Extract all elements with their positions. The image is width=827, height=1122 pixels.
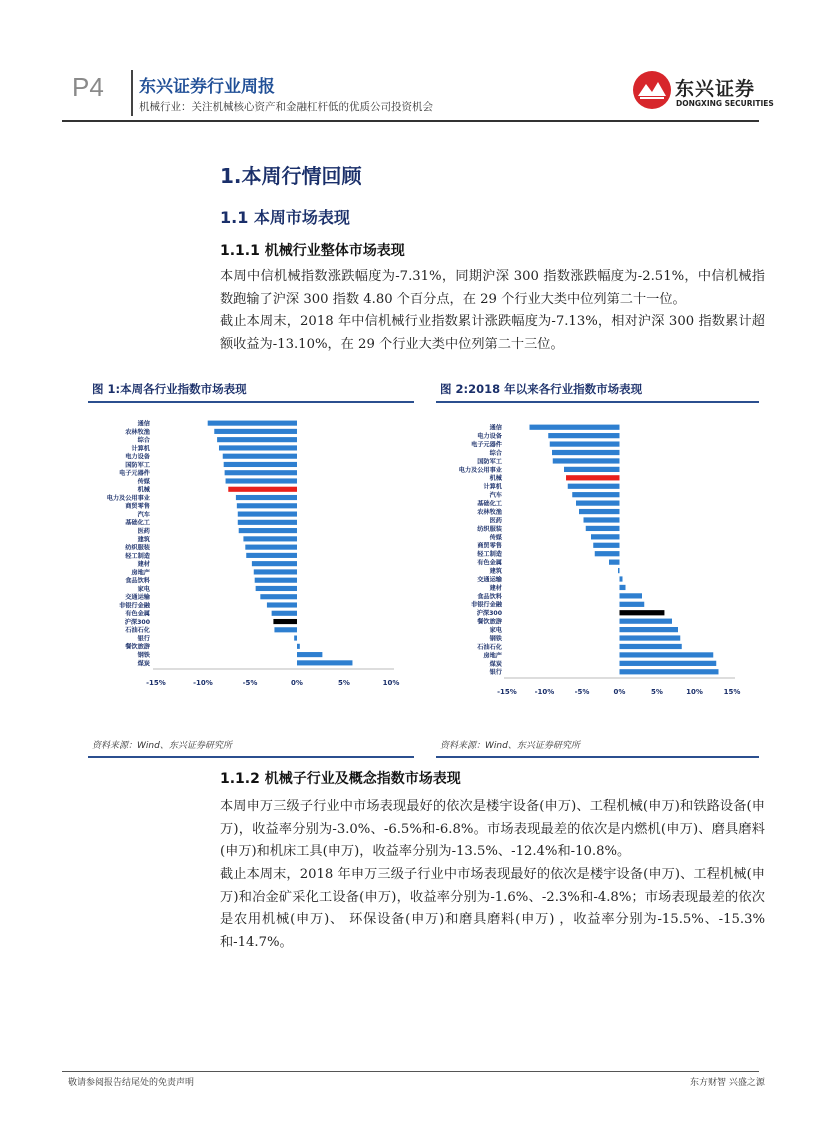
chart1-category-label-23: 有色金属 — [125, 610, 150, 618]
chart2-bar-28 — [620, 661, 717, 666]
logo-chinese-name: 东兴证券 — [675, 78, 756, 100]
chart2-category-label-18: 交通运输 — [477, 576, 502, 584]
figure-2-source: 资料来源：Wind、东兴证券研究所 — [440, 741, 580, 751]
chart1-x-tick-2: -5% — [242, 679, 258, 687]
logo-english-name: DONGXING SECURITIES — [676, 99, 774, 108]
chart2-bar-20 — [620, 593, 643, 598]
figure-2-top-rule — [436, 401, 759, 403]
chart2-bar-14 — [593, 543, 619, 548]
chart1-category-label-28: 钢铁 — [137, 652, 150, 659]
chart2-category-label-5: 电力及公用事业 — [458, 466, 502, 474]
chart2-category-label-20: 食品饮料 — [477, 593, 502, 601]
chart1-category-label-6: 电子元器件 — [119, 470, 150, 478]
chart2-bar-15 — [595, 551, 620, 556]
chart1-x-tick-5: 10% — [382, 679, 400, 687]
chart1-bar-28 — [297, 652, 322, 657]
chart2-x-tick-1: -10% — [534, 688, 555, 695]
chart2-bar-10 — [579, 509, 620, 514]
chart1-bar-25 — [274, 627, 297, 632]
chart1-category-label-5: 国防军工 — [125, 461, 150, 469]
chart2-bar-19 — [620, 585, 626, 590]
chart1-bar-26 — [294, 636, 297, 641]
chart2-category-label-7: 计算机 — [483, 483, 502, 491]
chart2-bar-12 — [586, 526, 620, 531]
chart2-category-label-6: 机械 — [489, 475, 502, 483]
chart1-bar-12 — [238, 520, 297, 525]
chart1-bar-20 — [256, 586, 297, 591]
chart2-bar-7 — [568, 484, 620, 489]
chart1-bar-19 — [255, 578, 297, 583]
section-heading: 1.本周行情回顾 — [220, 164, 362, 188]
chart2-bar-24 — [620, 627, 679, 632]
chart1-category-label-9: 电力及公用事业 — [106, 494, 150, 502]
report-title: 东兴证券行业周报 — [139, 77, 275, 97]
chart2-category-label-9: 基础化工 — [477, 500, 502, 508]
chart1-bar-17 — [252, 561, 297, 566]
chart2-bar-21 — [620, 602, 645, 607]
chart2-category-label-17: 建筑 — [489, 567, 502, 575]
chart1-bar-6 — [225, 470, 297, 475]
chart1-bar-11 — [238, 512, 297, 517]
chart2-x-tick-6: 15% — [723, 688, 741, 695]
figure-1-bottom-rule — [88, 756, 414, 758]
figure-1-top-rule — [88, 401, 414, 403]
chart1-bar-27 — [297, 644, 300, 649]
chart2-bar-29 — [620, 669, 719, 674]
footer-rule — [62, 1071, 759, 1072]
chart2-category-label-26: 石油石化 — [477, 643, 502, 651]
chart1-bar-13 — [239, 528, 297, 533]
chart2-bar-2 — [550, 441, 620, 446]
chart1-category-label-0: 通信 — [137, 420, 150, 428]
paragraph-ytd-performance: 截止本周末，2018 年中信机械行业指数累计涨跌幅度为-7.13%，相对沪深 300 指数累计超额收益为-13.10%，在 29 个行业大类中位列第二十三位。 — [220, 314, 765, 352]
chart2-category-label-8: 汽车 — [489, 492, 502, 500]
chart1-category-label-8: 机械 — [137, 486, 150, 494]
chart2-category-label-22: 沪深300 — [476, 610, 502, 618]
footer-disclaimer: 敬请参阅报告结尾处的免责声明 — [68, 1078, 195, 1088]
header-rule — [62, 120, 759, 122]
chart2-bar-16 — [609, 560, 620, 565]
chart2-category-label-3: 综合 — [489, 449, 502, 457]
chart2-category-label-4: 国防军工 — [477, 458, 502, 466]
chart1-bar-21 — [260, 594, 297, 599]
chart1-category-label-21: 交通运输 — [125, 594, 150, 602]
chart1-bar-22 — [267, 602, 297, 607]
chart1-category-label-19: 食品饮料 — [125, 577, 150, 585]
chart1-bar-7 — [226, 478, 297, 483]
figure-1-title: 图 1:本周各行业指数市场表现 — [92, 382, 247, 396]
figure-2-chart — [436, 405, 759, 695]
chart2-x-tick-4: 5% — [651, 688, 663, 695]
chart2-category-label-29: 银行 — [489, 669, 502, 677]
chart2-bar-1 — [548, 433, 619, 438]
chart1-category-label-20: 家电 — [137, 585, 150, 593]
chart1-category-label-27: 餐饮旅游 — [125, 643, 150, 651]
chart1-bar-2 — [217, 437, 297, 442]
chart1-bar-29 — [297, 660, 352, 665]
chart2-x-tick-2: -5% — [574, 688, 590, 695]
chart1-bar-9 — [236, 495, 297, 500]
chart1-category-label-1: 农林牧渔 — [125, 428, 150, 436]
figure-2-title: 图 2:2018 年以来各行业指数市场表现 — [440, 382, 643, 396]
chart1-category-label-13: 医药 — [137, 528, 150, 535]
chart2-bar-23 — [620, 619, 673, 624]
chart2-bar-11 — [584, 517, 620, 522]
chart1-x-tick-4: 5% — [338, 679, 350, 687]
chart1-category-label-15: 纺织服装 — [125, 544, 150, 552]
chart2-bar-18 — [620, 576, 623, 581]
figure-1-chart — [88, 405, 414, 695]
figure-1-source: 资料来源：Wind、东兴证券研究所 — [92, 741, 232, 751]
chart1-category-label-7: 传媒 — [137, 478, 150, 486]
chart2-x-tick-5: 10% — [686, 688, 703, 695]
footer-slogan: 东方财智 兴盛之源 — [690, 1078, 765, 1088]
chart2-bar-17 — [618, 568, 620, 573]
chart1-bar-10 — [237, 503, 297, 508]
figure-2-bottom-rule — [436, 756, 759, 758]
chart2-bar-0 — [530, 425, 620, 430]
chart1-category-label-16: 轻工制造 — [125, 552, 150, 560]
chart2-bar-8 — [572, 492, 619, 497]
chart1-bar-23 — [272, 611, 297, 616]
paragraph-sub-industry-weekly: 本周申万三级子行业中市场表现最好的依次是楼宇设备(申万)、工程机械(申万)和铁路设备(申万)，收益率分别为-3.0%、-6.5%和-6.8%。市场表现最差的依次是内燃机(申万)、磨具磨料(申万)和机床工具(申万)，收益率分别为-13.5%、-12.4%和-10.8%。 — [220, 799, 765, 859]
chart2-bar-27 — [620, 652, 714, 657]
chart2-category-label-14: 商贸零售 — [477, 542, 502, 550]
chart2-category-label-19: 建材 — [489, 584, 502, 592]
chart1-category-label-11: 汽车 — [137, 511, 150, 519]
chart1-bar-5 — [224, 462, 297, 467]
report-subtitle: 机械行业：关注机械核心资产和金融杠杆低的优质公司投资机会 — [139, 101, 433, 113]
chart1-category-label-25: 石油石化 — [125, 627, 150, 635]
chart1-category-label-12: 基础化工 — [125, 519, 150, 527]
chart2-category-label-11: 医药 — [489, 517, 502, 525]
page-number: P4 — [72, 72, 104, 102]
paragraph-sub-industry-ytd: 截止本周末，2018 年申万三级子行业中市场表现最好的依次是楼宇设备(申万)、工程机械(申万)和冶金矿采化工设备(申万)，收益率分别为-1.6%、-2.3%和-4.8%；市场表现最差的依次是农用机械(申万)、 环保设备(申万)和磨具磨料(申万) ，收益率分别为-15.5%、-15.3%和-14.7%。 — [220, 867, 765, 950]
chart1-category-label-24: 沪深300 — [124, 618, 150, 626]
chart1-bar-15 — [245, 545, 297, 550]
chart2-category-label-2: 电子元器件 — [471, 441, 502, 449]
chart1-bar-16 — [246, 553, 297, 558]
chart2-category-label-15: 轻工制造 — [477, 551, 502, 559]
chart2-category-label-21: 非银行金融 — [471, 601, 502, 609]
chart1-bar-1 — [214, 429, 297, 434]
chart1-bar-8 — [228, 487, 297, 492]
chart2-bar-5 — [564, 467, 620, 472]
subsubsection-heading-2: 1.1.2 机械子行业及概念指数市场表现 — [220, 771, 461, 787]
chart1-x-tick-0: -15% — [146, 679, 166, 687]
chart1-category-label-4: 电力设备 — [125, 453, 150, 461]
chart1-category-label-26: 银行 — [137, 635, 150, 643]
chart1-category-label-17: 建材 — [137, 561, 150, 569]
chart2-category-label-16: 有色金属 — [477, 559, 502, 567]
chart2-category-label-0: 通信 — [489, 424, 502, 432]
chart1-bar-3 — [219, 445, 297, 450]
chart1-bar-0 — [208, 421, 297, 426]
chart1-category-label-3: 计算机 — [131, 445, 150, 453]
chart1-category-label-10: 商贸零售 — [125, 503, 150, 511]
chart2-bar-9 — [576, 501, 620, 506]
chart2-category-label-13: 传媒 — [489, 534, 502, 542]
chart1-x-tick-1: -10% — [193, 679, 213, 687]
chart1-bar-18 — [254, 569, 297, 574]
chart2-x-tick-0: -15% — [497, 688, 517, 695]
chart2-x-tick-3: 0% — [613, 688, 626, 695]
chart2-category-label-10: 农林牧渔 — [477, 508, 502, 516]
subsubsection-heading-1: 1.1.1 机械行业整体市场表现 — [220, 243, 405, 259]
chart1-x-tick-3: 0% — [291, 679, 303, 687]
chart1-category-label-22: 非银行金融 — [119, 602, 150, 610]
chart1-category-label-18: 房地产 — [131, 569, 150, 577]
chart2-bar-3 — [552, 450, 620, 455]
header-divider — [131, 70, 133, 116]
chart2-category-label-23: 餐饮旅游 — [477, 618, 502, 626]
chart2-category-label-28: 煤炭 — [489, 660, 502, 668]
chart1-bar-14 — [243, 536, 297, 541]
chart1-category-label-2: 综合 — [137, 437, 150, 445]
chart2-category-label-27: 房地产 — [483, 652, 502, 660]
chart2-bar-13 — [591, 534, 620, 539]
chart2-bar-22 — [620, 610, 665, 615]
paragraph-weekly-performance: 本周中信机械指数涨跌幅度为-7.31%，同期沪深 300 指数涨跌幅度为-2.51%，中信机械指数跑输了沪深 300 指数 4.80 个百分点，在 29 个行业大类中位列第二十一位。 — [220, 269, 765, 307]
chart2-category-label-1: 电力设备 — [477, 433, 502, 441]
chart2-category-label-25: 钢铁 — [489, 635, 502, 643]
chart2-category-label-24: 家电 — [489, 627, 502, 635]
subsection-heading: 1.1 本周市场表现 — [220, 208, 350, 227]
chart2-bar-25 — [620, 635, 681, 640]
chart2-category-label-12: 纺织服装 — [477, 525, 502, 533]
chart1-category-label-29: 煤炭 — [137, 660, 150, 668]
chart1-bar-24 — [273, 619, 297, 624]
chart2-bar-4 — [553, 458, 620, 463]
chart2-bar-6 — [566, 475, 619, 480]
chart1-bar-4 — [223, 454, 297, 459]
chart2-bar-26 — [620, 644, 682, 649]
chart1-category-label-14: 建筑 — [137, 536, 150, 544]
